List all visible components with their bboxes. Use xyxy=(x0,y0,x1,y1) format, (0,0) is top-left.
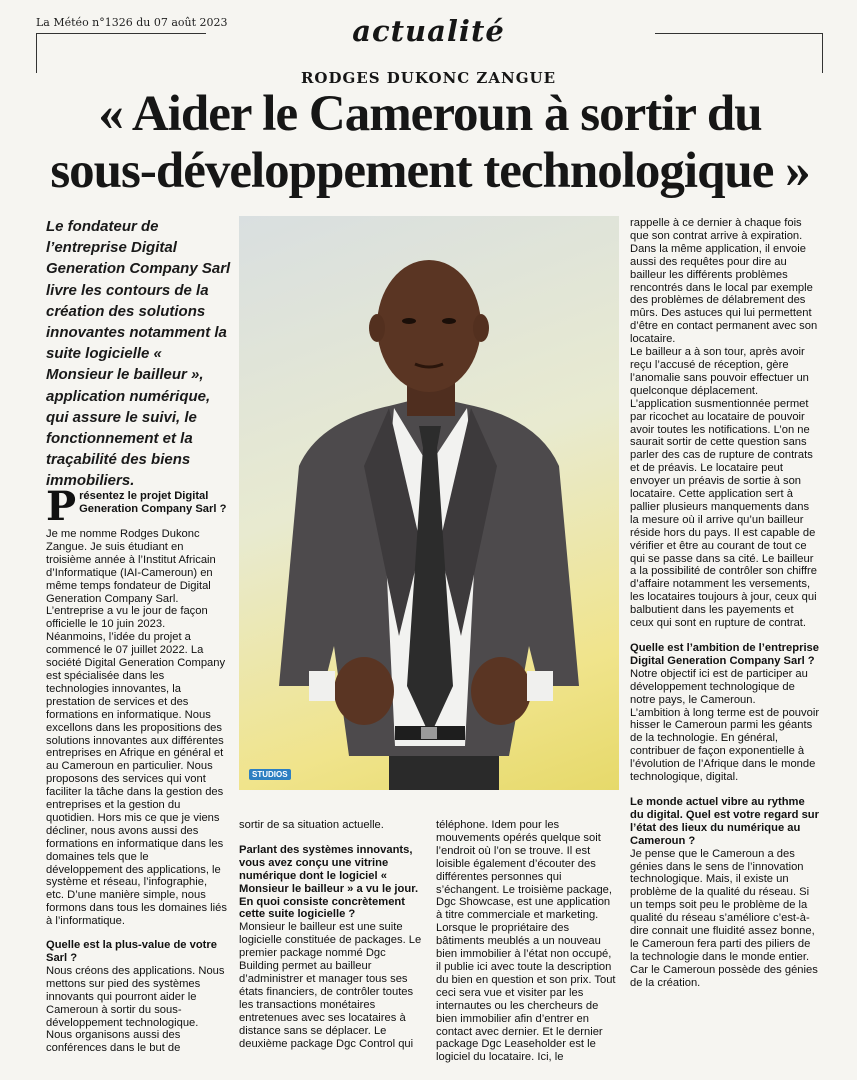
question-5: Le monde actuel vibre au rythme du digital. Quel est votre regard sur l’état des lieux du numérique au Cameroun ? xyxy=(630,795,819,847)
drop-cap: P xyxy=(46,483,77,530)
question-2: Quelle est la plus-value de votre Sarl ? xyxy=(46,939,217,964)
right-p2: Le bailleur a à son tour, après avoir reçu l’accusé de réception, gère l’anomalie sans pouvoir effectuer un quelconque déplacement. xyxy=(630,346,809,397)
answer-3: Monsieur le bailleur est une suite logicielle constituée de packages. Le premier package nommé Dgc Building permet au bailleur d’administrer et manager tous ses états financiers, de contrôler toutes les transactions monétaires entretenues avec ses locataires à distance sans se déplacer. Le deuxième package Dgc Control qui xyxy=(239,921,422,1050)
right-p3: L’application susmentionnée permet par ricochet au locataire de pouvoir avoir toutes les notifications. L’on ne saurait sortir de cette question sans parler des cas de rupture de contrats et de préavis. Le locataire peut envoyer un préavis de sortie à son locataire. Cette application sert à pallier plusieurs manquements dans la mesure où il arrive qu’un bailleur réside hors du pays. Il est capable de vérifier et être au courant de tout ce qui se passe dans sa cité. Le bailleur a la possibilité de contrôler son chiffre d’affaire notamment les versements, les locataires toujours à jour, ceux qui balbutient dans les payements et ceux qui sont en rupture de contrat. xyxy=(630,397,817,630)
question-1 xyxy=(46,483,228,530)
column-left xyxy=(46,483,228,1055)
answer-5: Je pense que le Cameroun a des génies dans le sens de l’innovation technologique. Mais, il existe un problème de la qualité du réseau. Si un temps soit peu le problème de la qualité du réseau s’améliore c’est-à-dire connait une fluidité assez bonne, le Cameroun fera parti des piliers de la technologie dans le monde entier. Car le Cameroun possède des génies de la création. xyxy=(630,847,818,989)
photo-credit: STUDIOS xyxy=(249,769,291,780)
column-middle-1 xyxy=(239,819,422,1050)
answer-1-p3: Néanmoins, l’idée du projet a commencé le 07 juillet 2022. La société Digital Generation Company est spécialisée dans les technologies innovantes, la prestation de services et des formations en informatique. Nous excellons dans les propositions des solutions innovantes aux différentes entreprises en Afrique en général et au Cameroun en particulier. Nous proposons des services qui vont faciliter la tâche dans la gestion des entreprises et la gestion du quotidien. Hors mis ce que je viens décliner, nous avons aussi des formations en informatique dans les domaines tels que le développement des applications, le système et réseau, l’infographie, etc. D’une manière simple, nous formons dans tous les domaines liés à l’informatique. xyxy=(46,631,227,928)
answer-2-p2: Nous organisons aussi des conférences dans le but de xyxy=(46,1029,181,1055)
question-3: Parlant des systèmes innovants, vous avez conçu une vitrine numérique dont le logiciel « Monsieur le bailleur » a vu le jour. En quoi consiste concrètement cette suite logicielle ? xyxy=(239,843,419,921)
headline-line-1: « Aider le Cameroun à sortir du xyxy=(98,86,762,142)
portrait-illustration xyxy=(239,216,619,790)
question-4: Quelle est l’ambition de l’entreprise Digital Generation Company Sarl ? xyxy=(630,642,819,667)
answer-1-p1: Je me nomme Rodges Dukonc Zangue. Je suis étudiant en troisième année à l’Institut Africain d’Informatique (IAI-Cameroun) en même temps fondateur de Digital Generation Company Sarl. xyxy=(46,528,216,605)
answer-4-p2: L’ambition à long terme est de pouvoir hisser le Cameroun parmi les géants de la technologie. En général, contribuer de façon exponentielle à l’évolution de l’Afrique dans le monde technologique, digital. xyxy=(630,706,820,784)
issue-line: La Météo n°1326 du 07 août 2023 xyxy=(36,16,228,29)
headline xyxy=(30,86,830,200)
headline-line-2: sous-développement technologique » xyxy=(50,143,810,199)
column-right xyxy=(630,217,820,990)
answer-4-p1: Notre objectif ici est de participer au développement technologique de notre pays, le Cameroun. xyxy=(630,667,808,706)
author-name: RODGES DUKONC ZANGUE xyxy=(300,69,557,87)
intro-paragraph: Le fondateur de l’entreprise Digital Generation Company Sarl livre les contours de la création des solutions innovantes notamment la suite logicielle « Monsieur le bailleur », application numérique, qui assure le suivi, le fonctionnement et la traçabilité des biens immobiliers. xyxy=(46,218,231,490)
answer-2-p1: Nous créons des applications. Nous mettons sur pied des systèmes innovants qui pourront aider le Cameroun à sortir du sous-développement technologique. xyxy=(46,964,225,1029)
continuation-text: sortir de sa situation actuelle. xyxy=(239,819,384,831)
question-1-text: résentez le projet Digital Generation Company Sarl ? xyxy=(79,490,227,515)
right-p1: rappelle à ce dernier à chaque fois que son contrat arrive à expiration. Dans la même application, il envoie aussi des requêtes pour dire au bailleur les différents problèmes rencontrés dans le local par exemple des problèmes de délabrement des mûrs. Des astuces qui lui permettent d’être en contact permanent avec son locataire. xyxy=(630,217,818,346)
column-middle-2 xyxy=(436,819,619,1064)
portrait-photo xyxy=(239,216,619,790)
section-title: actualité xyxy=(352,14,505,48)
answer-1-p2: L’entreprise a vu le jour de façon officielle le 10 juin 2023. xyxy=(46,605,208,631)
column-middle-2-text: téléphone. Idem pour les mouvements opérés quelque soit l’endroit où l’on se trouve. Il est loisible également d’écouter des différentes personnes qui s’échangent. Le troisième package, Dgc Showcase, est une application à titre commerciale et marketing. Lorsque le propriétaire des bâtiments meublés a un nouveau bien immobilier à l’état non occupé, il publie ici avec toute la description du bien en question et son prix. Tout ceci sera vue et visiter par les internautes ou les chercheurs de bien immobilier afin d’entrer en contact avec dernier. Et le dernier package Dgc Leaseholder est le logiciel du locataire. Ici, le xyxy=(436,819,616,1064)
